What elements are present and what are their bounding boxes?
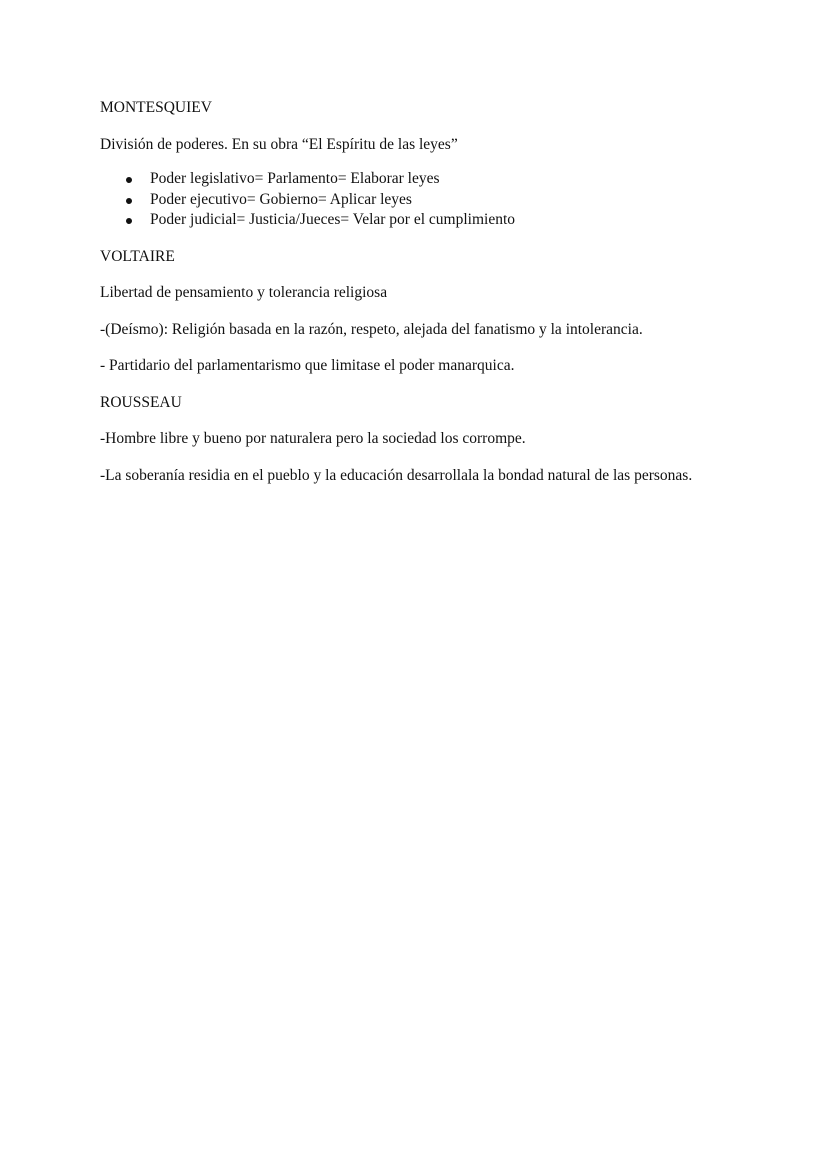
voltaire-paragraph-2: -(Deísmo): Religión basada en la razón, respeto, alejada del fanatismo y la intolerancia. (100, 320, 643, 338)
list-item (100, 169, 710, 190)
powers-list (100, 169, 710, 231)
document-body (100, 98, 710, 502)
list-item-text: Poder judicial= Justicia/Jueces= Velar por el cumplimiento (150, 211, 515, 228)
heading-rousseau: ROUSSEAU (100, 393, 182, 411)
bullet-icon (126, 177, 132, 183)
list-item (100, 210, 710, 231)
heading-voltaire: VOLTAIRE (100, 247, 175, 265)
voltaire-paragraph-3: - Partidario del parlamentarismo que limitase el poder manarquica. (100, 357, 515, 374)
bullet-icon (126, 218, 132, 224)
list-item-text: Poder ejecutivo= Gobierno= Aplicar leyes (150, 190, 412, 208)
list-item (100, 190, 710, 211)
montesquieu-intro: División de poderes. En su obra “El Espíritu de las leyes” (100, 135, 458, 153)
rousseau-paragraph-1: -Hombre libre y bueno por naturalera pero la sociedad los corrompe. (100, 430, 526, 447)
bullet-icon (126, 198, 132, 204)
rousseau-paragraph-2: -La soberanía residia en el pueblo y la educación desarrollala la bondad natural de las personas. (100, 466, 693, 484)
voltaire-paragraph-1: Libertad de pensamiento y tolerancia religiosa (100, 284, 388, 301)
heading-montesquieu: MONTESQUIEV (100, 99, 212, 116)
list-item-text: Poder legislativo= Parlamento= Elaborar leyes (150, 170, 440, 187)
